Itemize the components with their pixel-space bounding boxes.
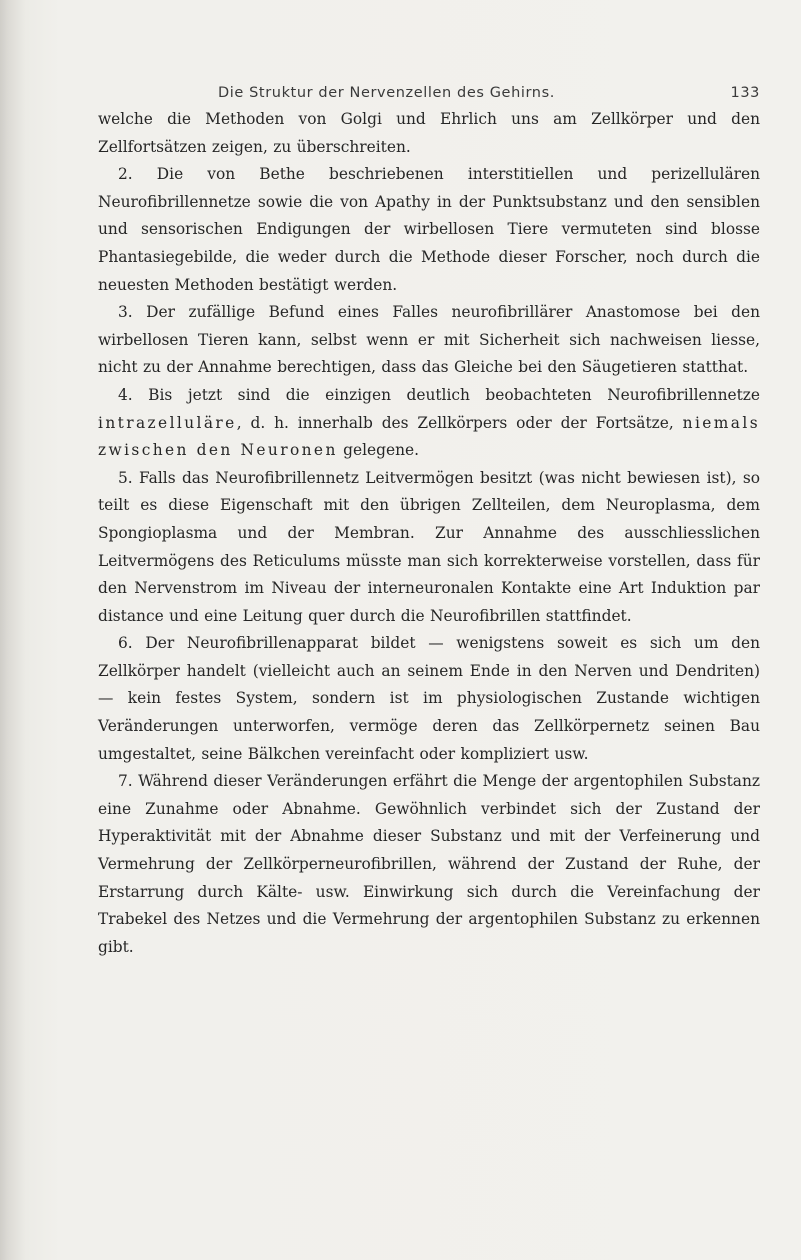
paragraph-6: 6. Der Neurofibrillenapparat bildet — wenigstens soweit es sich um den Zellkörper handelt (vielleicht auch an seinem Ende in den Nerven und Dendriten) — kein festes System, sondern ist im physiologischen Zustande wichtigen Veränderungen unterworfen, vermöge deren das Zellkörpernetz seinen Bau umgestaltet, seine Bälkchen vereinfacht oder kompliziert usw.	[98, 634, 760, 763]
paragraph-continuation: welche die Methoden von Golgi und Ehrlich uns am Zellkörper und den Zellfortsätzen zeigen, zu überschreiten.	[98, 110, 760, 156]
emphasis-intrazellulaere: intrazelluläre	[98, 413, 237, 432]
paragraph-4-part-2: , d. h. innerhalb des Zellkörpers oder der Fortsätze,	[236, 413, 683, 432]
paragraph-5: 5. Falls das Neurofibrillennetz Leitvermögen besitzt (was nicht bewiesen ist), so teilt es diese Eigenschaft mit den übrigen Zellteilen, dem Neuroplasma, dem Spongioplasma und der Membran. Zur Annahme des ausschliesslichen Leitvermögens des Reticulums müsste man sich korrekterweise vorstellen, dass für den Nervenstrom im Niveau der interneuronalen Kontakte eine Art Induktion par distance und eine Leitung quer durch die Neurofibrillen stattfindet.	[98, 468, 760, 625]
paragraph-4-part-1: 4. Bis jetzt sind die einzigen deutlich beobachteten Neurofibrillennetze	[118, 385, 760, 404]
paragraph-3: 3. Der zufällige Befund eines Falles neurofibrillärer Anastomose bei den wirbellosen Tieren kann, selbst wenn er mit Sicherheit sich nachweisen liesse, nicht zu der Annahme berechtigen, dass das Gleiche bei den Säugetieren statthat.	[98, 303, 760, 377]
running-title: Die Struktur der Nervenzellen des Gehirns.	[218, 85, 555, 101]
running-header	[98, 85, 760, 107]
page-number: 133	[730, 85, 760, 101]
paragraph-7: 7. Während dieser Veränderungen erfährt die Menge der argentophilen Substanz eine Zunahme oder Abnahme. Gewöhnlich verbindet sich der Zustand der Hyperaktivität mit der Abnahme dieser Substanz und mit der Verfeinerung und Vermehrung der Zellkörperneurofibrillen, während der Zustand der Ruhe, der Erstarrung durch Kälte- usw. Einwirkung sich durch die Vereinfachung der Trabekel des Netzes und die Vermehrung der argentophilen Substanz zu erkennen gibt.	[98, 772, 760, 956]
body-text	[98, 106, 760, 961]
emphasis-niemals-zwischen: niemals zwischen den Neuronen	[98, 413, 760, 460]
paragraph-4-part-3: gelegene.	[337, 441, 420, 460]
paragraph-4	[98, 382, 760, 465]
paragraph-2: 2. Die von Bethe beschriebenen interstitiellen und perizellulären Neurofibrillennetze sowie die von Apathy in der Punktsubstanz und den sensiblen und sensorischen Endigungen der wirbellosen Tiere vermuteten sind blosse Phantasiegebilde, die weder durch die Methode dieser Forscher, noch durch die neuesten Methoden bestätigt werden.	[98, 165, 760, 294]
